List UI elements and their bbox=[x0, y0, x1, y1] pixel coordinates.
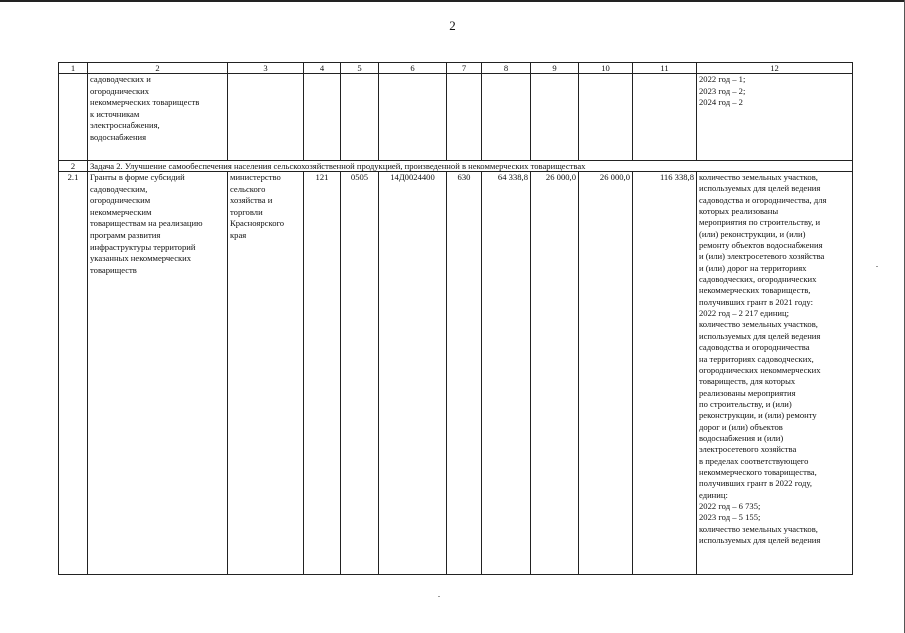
page-number: 2 bbox=[449, 18, 456, 33]
cell-rzpr bbox=[341, 74, 379, 161]
cell-executor bbox=[228, 74, 304, 161]
cell-number: 2.1 bbox=[59, 172, 88, 575]
task-title: Задача 2. Улучшение самообеспечения населения сельскохозяйственной продукцией, произведенной в некоммерческих товариществах bbox=[88, 161, 853, 172]
cell-indicator: 2022 год – 1; 2023 год – 2; 2024 год – 2 bbox=[697, 74, 853, 161]
cell-csr: 14Д0024400 bbox=[379, 172, 447, 575]
program-activities-table bbox=[58, 62, 853, 575]
cell-grbs: 121 bbox=[304, 172, 341, 575]
cell-executor: министерство сельского хозяйства и торговли Красноярского края bbox=[228, 172, 304, 575]
scan-speck bbox=[438, 596, 440, 597]
cell-year-2 bbox=[531, 74, 579, 161]
header-cell-12: 12 bbox=[697, 63, 853, 74]
cell-total bbox=[633, 74, 697, 161]
header-cell-2: 2 bbox=[88, 63, 228, 74]
scan-speck bbox=[876, 266, 878, 267]
table-row bbox=[59, 74, 853, 161]
task-number: 2 bbox=[59, 161, 88, 172]
header-cell-10: 10 bbox=[579, 63, 633, 74]
header-row bbox=[59, 63, 853, 74]
cell-rzpr: 0505 bbox=[341, 172, 379, 575]
task-row bbox=[59, 161, 853, 172]
header-cell-6: 6 bbox=[379, 63, 447, 74]
header-cell-7: 7 bbox=[447, 63, 482, 74]
cell-year-1 bbox=[482, 74, 531, 161]
cell-csr bbox=[379, 74, 447, 161]
header-cell-11: 11 bbox=[633, 63, 697, 74]
header-cell-4: 4 bbox=[304, 63, 341, 74]
cell-activity-name: Гранты в форме субсидий садоводческим, огородническим некоммерческим товариществам на реализацию программ развития инфраструктуры территорий указанных некоммерческих товариществ bbox=[88, 172, 228, 575]
cell-year-2: 26 000,0 bbox=[531, 172, 579, 575]
cell-indicator: количество земельных участков, используемых для целей ведения садоводства и огородничества, для которых реализованы мероприятия по строительству, и (или) реконструкции, и (или) ремонту объектов водоснабжения и (или) электросетевого хозяйства и (или) дорог на территориях садоводческих, огороднических некоммерческих товариществ, получивших грант в 2021 году: 2022 год – 2 217 единиц; количество земельных участков, используемых для целей ведения садоводства и огородничества на территориях садоводческих, огороднических некоммерческих товариществ, для которых реализованы мероприятия по строительству, и (или) реконструкции, и (или) ремонту дорог и (или) объектов водоснабжения и (или) электросетевого хозяйства в пределах соответствующего некоммерческого товарищества, получивших грант в 2022 году, единиц: 2022 год – 6 735; 2023 год – 5 155; количество земельных участков, используемых для целей ведения bbox=[697, 172, 853, 575]
cell-year-1: 64 338,8 bbox=[482, 172, 531, 575]
header-cell-1: 1 bbox=[59, 63, 88, 74]
cell-year-3: 26 000,0 bbox=[579, 172, 633, 575]
scan-top-edge bbox=[0, 0, 905, 2]
header-cell-8: 8 bbox=[482, 63, 531, 74]
table-row bbox=[59, 172, 853, 575]
header-cell-9: 9 bbox=[531, 63, 579, 74]
cell-year-3 bbox=[579, 74, 633, 161]
cell-activity-name: садоводческих и огороднических некоммерческих товариществ к источникам электроснабжения, водоснабжения bbox=[88, 74, 228, 161]
cell-grbs bbox=[304, 74, 341, 161]
header-cell-5: 5 bbox=[341, 63, 379, 74]
cell-vr: 630 bbox=[447, 172, 482, 575]
cell-vr bbox=[447, 74, 482, 161]
cell-total: 116 338,8 bbox=[633, 172, 697, 575]
header-cell-3: 3 bbox=[228, 63, 304, 74]
cell-number bbox=[59, 74, 88, 161]
